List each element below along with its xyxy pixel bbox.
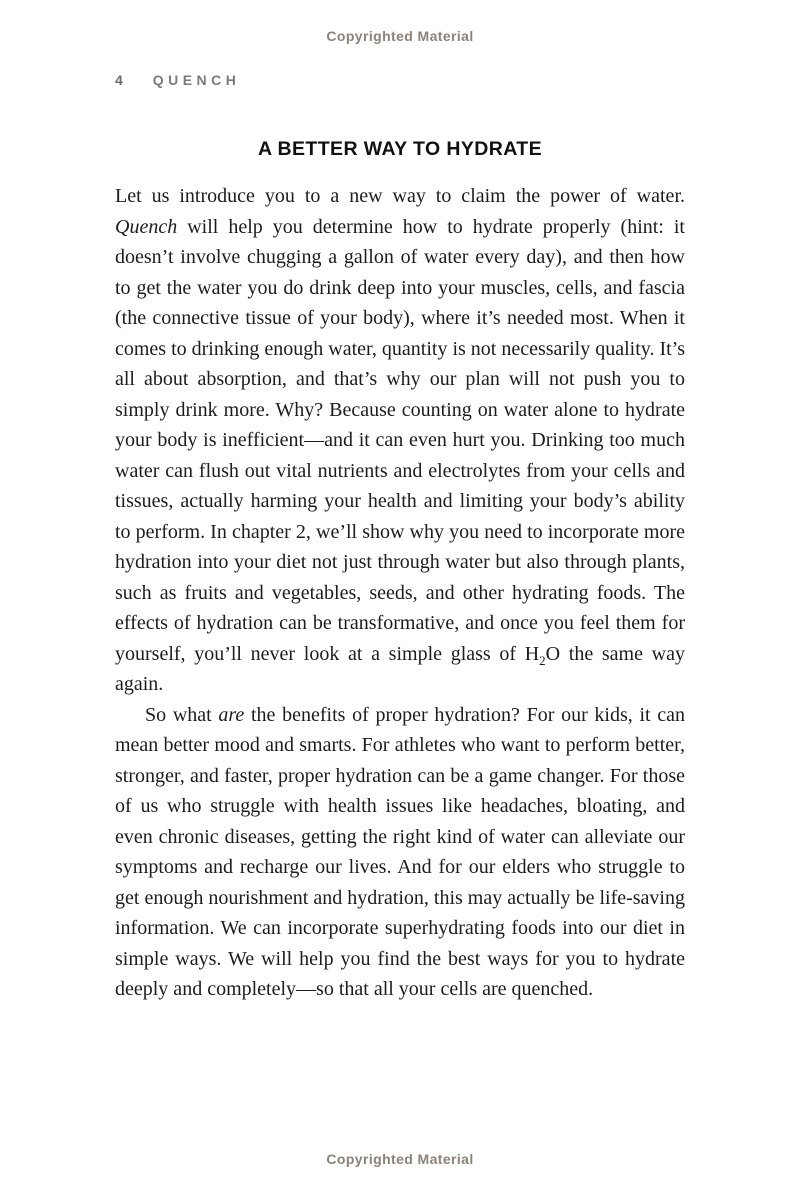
text-run: Let us introduce you to a new way to claim the power of water. (115, 185, 685, 207)
book-title-italic: Quench (115, 215, 178, 238)
paragraph-2 (115, 700, 685, 1005)
text-run: will help you determine how to hydrate properly (hint: it doesn’t involve chugging a gallon of water every day), and then how to get the water you do drink deep into your muscles, cells, and fascia (the connective tissue of your body), where it’s needed most. When it comes to drinking enough water, quantity is not necessarily quality. It’s all about absorption, and that’s why our plan will not push you to simply drink more. Why? Because counting on water alone to hydrate your body is inefficient—and it can even hurt you. Drinking too much water can flush out vital nutrients and electrolytes from your cells and tissues, actually harming your health and limiting your body’s ability to perform. In chapter 2, we’ll show why you need to incorporate more hydration into your diet not just through water but also through plants, such as fruits and vegetables, seeds, and other hydrating foods. The effects of hydration can be transformative, and once you feel them for yourself, you’ll never look at a simple glass of H (115, 215, 686, 665)
paragraph-1 (115, 181, 685, 700)
copyright-notice-bottom: Copyrighted Material (326, 1151, 474, 1167)
subscript-two: 2 (539, 652, 546, 668)
text-run: the benefits of proper hydration? For our kids, it can mean better mood and smarts. For athletes who want to perform better, stronger, and faster, proper hydration can be a game changer. For those of us who struggle with health issues like headaches, bloating, and even chronic diseases, getting the right kind of water can alleviate our symptoms and recharge our lives. And for our elders who struggle to get enough nourishment and hydration, this may actually be life-saving information. We can incorporate superhydrating foods into our diet in simple ways. We will help you find the best ways for you to hydrate deeply and completely—so that all your cells are quenched. (115, 703, 686, 1000)
section-title: A BETTER WAY TO HYDRATE (257, 138, 543, 160)
text-run: O the same way again. (115, 642, 685, 695)
running-header (115, 72, 240, 88)
body-text (115, 181, 685, 1005)
copyright-notice-top: Copyrighted Material (326, 28, 474, 44)
running-head-title: QUENCH (152, 72, 241, 88)
page-number: 4 (115, 72, 123, 88)
text-run: So what (145, 703, 219, 726)
emphasis-are: are (218, 703, 245, 726)
